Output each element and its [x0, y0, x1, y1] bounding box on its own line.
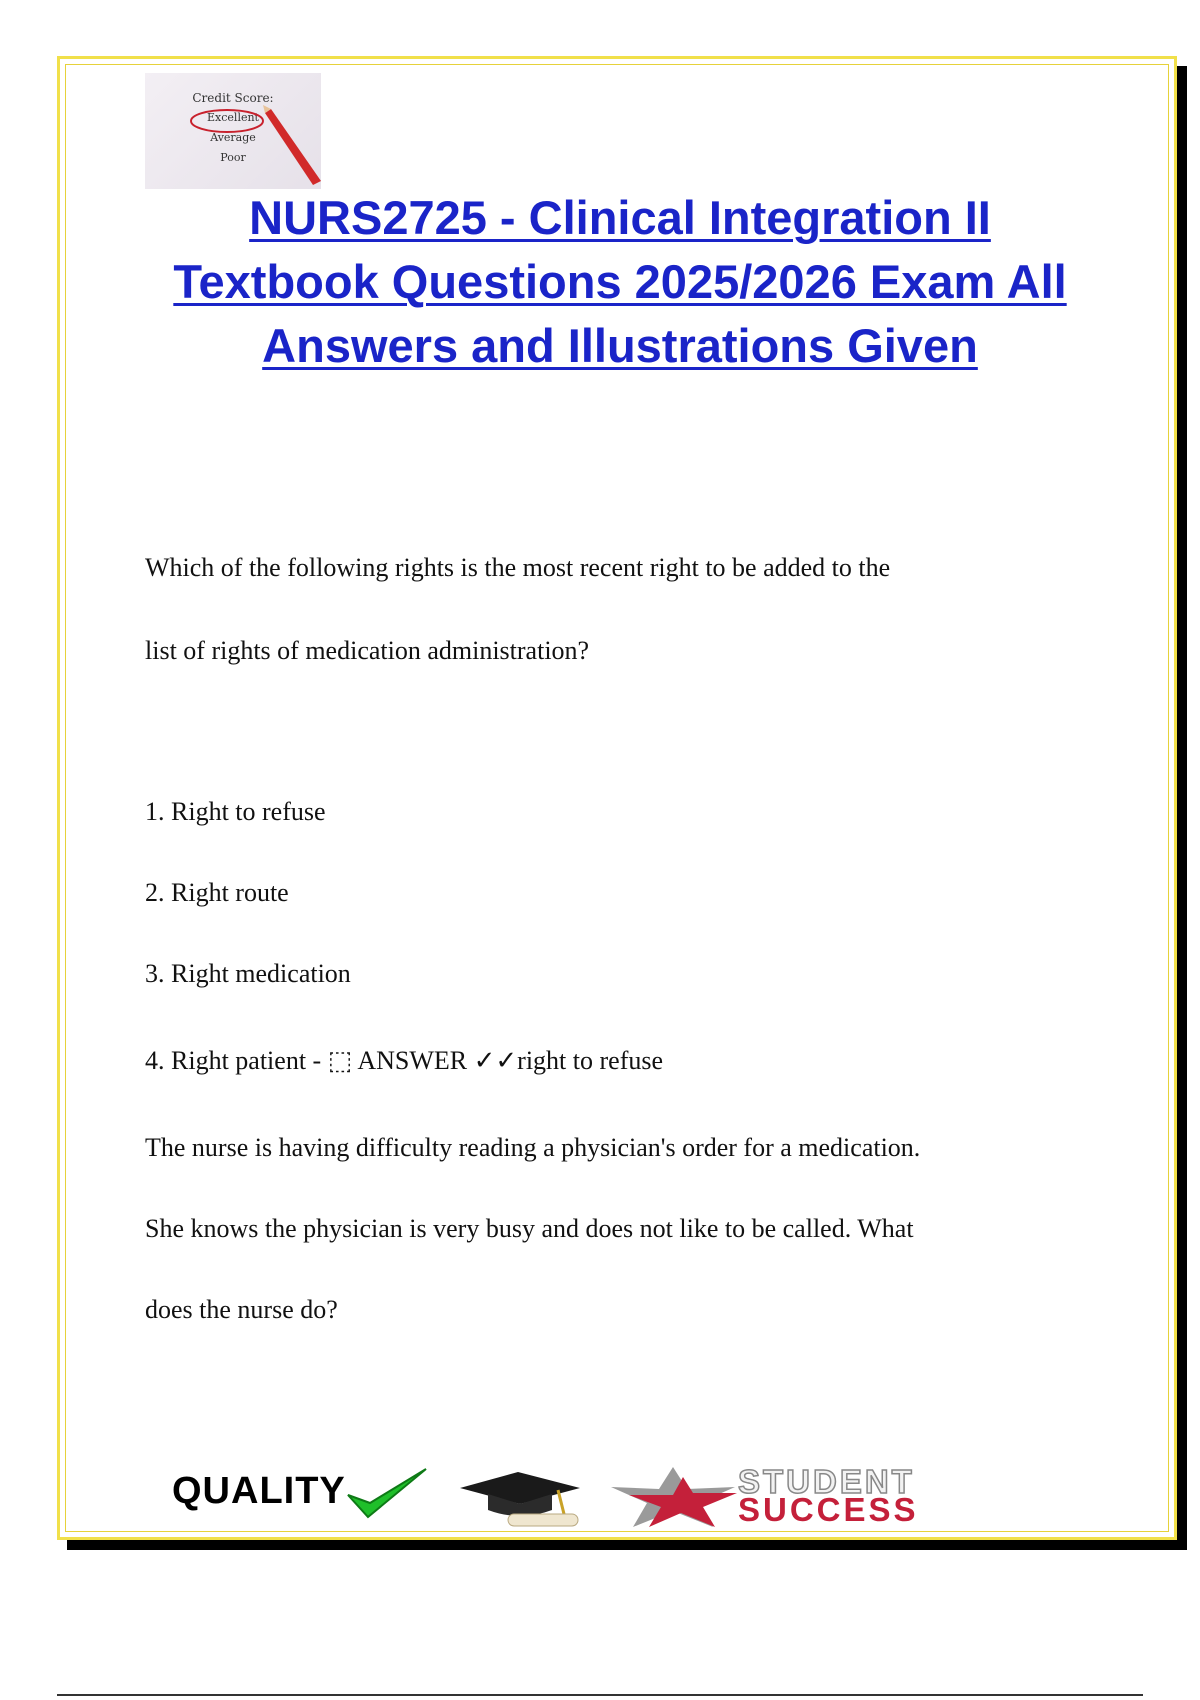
success-text: SUCCESS [738, 1491, 919, 1528]
checkmark-icon [340, 1465, 430, 1525]
logo-line-2: Excellent [207, 111, 259, 124]
question-2-line-3: does the nurse do? [145, 1295, 338, 1324]
option-4-answer: 4. Right patient - ⬚ ANSWER ✓✓right to refuse [145, 1046, 664, 1075]
page-divider [57, 1694, 1143, 1696]
quality-logo-text: QUALITY [172, 1470, 346, 1512]
question-1-line-2: list of rights of medication administration? [145, 636, 590, 665]
graduation-cap-icon [460, 1470, 590, 1530]
title-line-1[interactable]: NURS2725 - Clinical Integration II [249, 191, 991, 244]
title-line-3[interactable]: Answers and Illustrations Given [262, 319, 978, 372]
credit-score-logo [145, 73, 321, 189]
question-2-line-1: The nurse is having difficulty reading a physician's order for a medication. [145, 1133, 921, 1162]
logo-line-4: Poor [220, 151, 246, 164]
option-3: 3. Right medication [145, 959, 351, 988]
document-title [100, 186, 1140, 378]
question-1-line-1: Which of the following rights is the most recent right to be added to the [145, 553, 891, 582]
option-2: 2. Right route [145, 878, 289, 907]
option-1: 1. Right to refuse [145, 797, 326, 826]
student-text: STUDENT [738, 1463, 915, 1500]
logo-line-1: Credit Score: [192, 91, 274, 105]
title-line-2[interactable]: Textbook Questions 2025/2026 Exam All [173, 255, 1067, 308]
student-success-logo [738, 1463, 919, 1528]
logo-line-3: Average [210, 131, 256, 144]
star-icon [603, 1465, 743, 1529]
pencil-icon [145, 73, 321, 189]
question-2-line-2: She knows the physician is very busy and does not like to be called. What [145, 1214, 914, 1243]
